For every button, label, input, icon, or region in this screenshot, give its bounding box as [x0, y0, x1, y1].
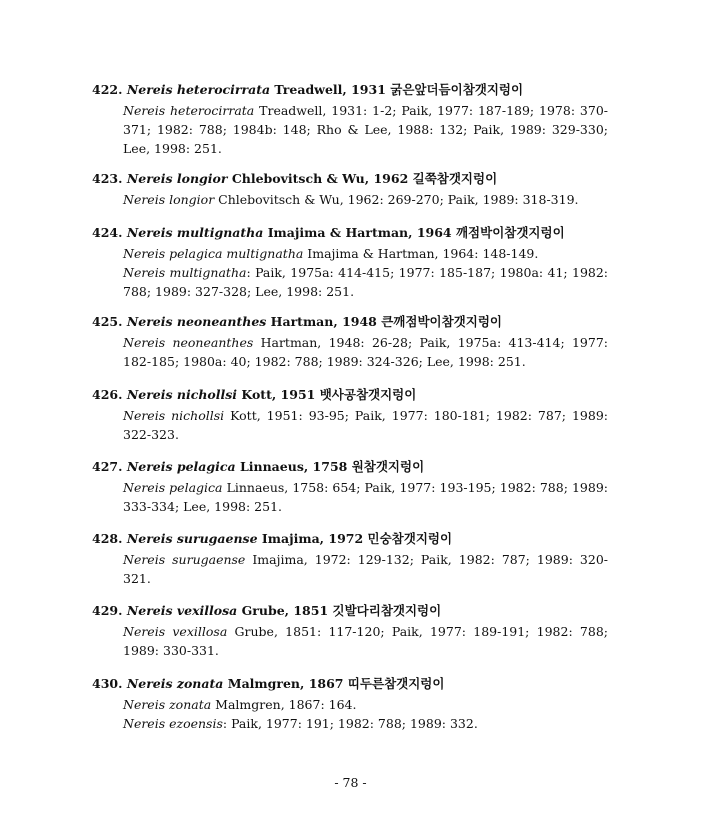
korean-name: 큰깨점박이참갯지렁이	[381, 314, 502, 329]
synonym-species: Nereis ezoensis	[123, 716, 223, 731]
synonym-species: Nereis pelagica multignatha	[123, 246, 304, 261]
synonym-species: Nereis neoneanthes	[123, 335, 254, 350]
entry-number: 423.	[92, 171, 123, 186]
species-name: Nereis neoneanthes	[126, 314, 267, 329]
citation-text: Hartman, 1948: 26-28; Paik, 1975a: 413-414; 1977: 182-185; 1980a: 40; 1982: 788; 1989: 324-326; Lee, 1998: 251.	[123, 335, 609, 369]
species-name: Nereis pelagica	[126, 459, 236, 474]
citation-text: Chlebovitsch & Wu, 1962: 269-270; Paik, 1989: 318-319.	[214, 192, 579, 207]
synonym-citation	[123, 714, 608, 733]
author-year: Imajima & Hartman, 1964	[263, 225, 456, 240]
species-name: Nereis nichollsi	[126, 387, 238, 402]
species-name: Nereis surugaense	[126, 531, 258, 546]
entry-number: 426.	[92, 387, 123, 402]
species-name: Nereis longior	[126, 171, 228, 186]
page-number: - 78 -	[334, 775, 367, 790]
synonym-species: Nereis vexillosa	[123, 624, 228, 639]
author-year: Treadwell, 1931	[270, 82, 391, 97]
entry-heading	[92, 171, 612, 187]
synonym-species: Nereis pelagica	[123, 480, 223, 495]
synonym-citation	[123, 101, 608, 158]
author-year: Imajima, 1972	[257, 531, 368, 546]
synonym-citation	[123, 695, 608, 714]
entry-heading	[92, 531, 612, 547]
citation-text: Grube, 1851: 117-120; Paik, 1977: 189-191; 1982: 788; 1989: 330-331.	[123, 624, 608, 658]
author-year: Kott, 1951	[237, 387, 320, 402]
citation-text: Treadwell, 1931: 1-2; Paik, 1977: 187-189; 1978: 370-371; 1982: 788; 1984b: 148; Rho & Lee, 1988: 132; Paik, 1989: 329-330; Lee, 1998: 251.	[123, 103, 608, 156]
synonym-species: Nereis nichollsi	[123, 408, 225, 423]
author-year: Grube, 1851	[237, 603, 333, 618]
author-year: Linnaeus, 1758	[235, 459, 352, 474]
entry-heading	[92, 459, 612, 475]
korean-name: 뱃사공참갯지렁이	[319, 387, 417, 402]
synonym-species: Nereis longior	[123, 192, 215, 207]
synonym-citation	[123, 622, 608, 660]
citation-text: Kott, 1951: 93-95; Paik, 1977: 180-181; 1982: 787; 1989: 322-323.	[123, 408, 608, 442]
entry-number: 424.	[92, 225, 123, 240]
synonym-species: Nereis heterocirrata	[123, 103, 255, 118]
citation-text: Linnaeus, 1758: 654; Paik, 1977: 193-195; 1982: 788; 1989: 333-334; Lee, 1998: 251.	[123, 480, 608, 514]
synonym-citation	[123, 478, 608, 516]
author-year: Malmgren, 1867	[223, 676, 348, 691]
synonym-citation	[123, 550, 608, 588]
korean-name: 깃발다리참갯지렁이	[332, 603, 442, 618]
entry-number: 427.	[92, 459, 123, 474]
entry-heading	[92, 676, 612, 692]
citation-text: Imajima, 1972: 129-132; Paik, 1982: 787; 1989: 320-321.	[123, 552, 608, 586]
entry-number: 429.	[92, 603, 123, 618]
synonym-citation	[123, 263, 608, 301]
synonym-citation	[123, 190, 608, 209]
species-name: Nereis zonata	[126, 676, 224, 691]
korean-name: 굵은앞더듬이참갯지렁이	[390, 82, 524, 97]
entry-number: 425.	[92, 314, 123, 329]
korean-name: 원참갯지렁이	[351, 459, 425, 474]
citation-text: : Paik, 1977: 191; 1982: 788; 1989: 332.	[222, 716, 478, 731]
synonym-citation	[123, 333, 608, 371]
entry-number: 422.	[92, 82, 123, 97]
author-year: Chlebovitsch & Wu, 1962	[227, 171, 413, 186]
korean-name: 길쭉참갯지렁이	[412, 171, 498, 186]
entry-heading	[92, 225, 612, 241]
entry-number: 430.	[92, 676, 123, 691]
species-name: Nereis heterocirrata	[126, 82, 271, 97]
species-name: Nereis vexillosa	[126, 603, 238, 618]
synonym-citation	[123, 244, 608, 263]
synonym-species: Nereis multignatha	[123, 265, 247, 280]
entry-heading	[92, 82, 612, 98]
synonym-species: Nereis surugaense	[123, 552, 246, 567]
korean-name: 띠두른참갯지렁이	[347, 676, 445, 691]
entry-heading	[92, 387, 612, 403]
citation-text: : Paik, 1975a: 414-415; 1977: 185-187; 1980a: 41; 1982: 788; 1989: 327-328; Lee, 1998: 251.	[123, 265, 609, 299]
citation-text: Imajima & Hartman, 1964: 148-149.	[303, 246, 539, 261]
author-year: Hartman, 1948	[266, 314, 382, 329]
entry-heading	[92, 603, 612, 619]
entry-number: 428.	[92, 531, 123, 546]
entry-heading	[92, 314, 612, 330]
synonym-citation	[123, 406, 608, 444]
korean-name: 깨점박이참갯지렁이	[455, 225, 565, 240]
synonym-species: Nereis zonata	[123, 697, 212, 712]
species-name: Nereis multignatha	[126, 225, 264, 240]
korean-name: 민숭참갯지렁이	[367, 531, 453, 546]
citation-text: Malmgren, 1867: 164.	[211, 697, 357, 712]
